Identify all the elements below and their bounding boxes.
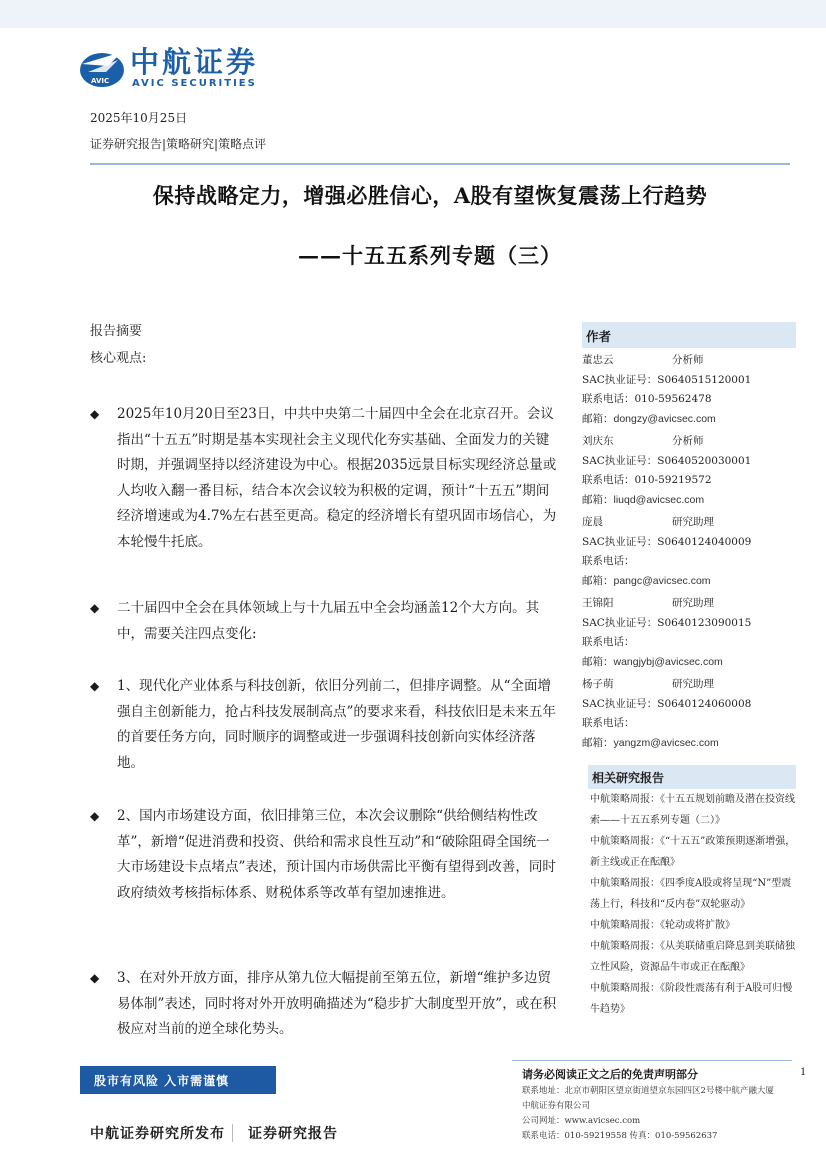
- email-label: 邮箱：: [582, 574, 614, 587]
- author-email-link[interactable]: dongzy@avicsec.com: [613, 412, 716, 425]
- author-role: 研究助理: [672, 597, 714, 609]
- related-reports-panel: [588, 765, 796, 1020]
- author-phone: 联系电话：: [582, 717, 635, 729]
- brand-logo: [78, 38, 278, 94]
- author-role: 分析师: [672, 354, 704, 366]
- related-report-link[interactable]: 中航策略周报：《从美联储重启降息到美联储独立性风险，资源品牛市或正在酝酿》: [590, 941, 795, 973]
- related-report-link[interactable]: 中航策略周报：《四季度A股或将呈现“N”型震荡上行，科技和“反内卷”双轮驱动》: [590, 878, 792, 910]
- header-divider: [90, 163, 790, 165]
- disclaimer-block: [522, 1066, 792, 1144]
- bullet-item: [90, 804, 562, 906]
- author-name: 董忠云: [582, 354, 614, 366]
- report-title: 保持战略定力，增强必胜信心，A股有望恢复震荡上行趋势: [152, 183, 708, 208]
- author-role: 研究助理: [672, 516, 714, 528]
- bullet-item: [90, 966, 562, 1043]
- related-report-link[interactable]: 中航策略周报：《轮动或将扩散》: [590, 920, 735, 931]
- disclaimer-title: 请务必阅读正文之后的免责声明部分: [522, 1068, 698, 1081]
- contact-phone: 联系电话：010-59219558 传真：010-59562637: [522, 1131, 718, 1141]
- publisher-label: 中航证券研究所发布: [90, 1126, 225, 1142]
- related-report-link[interactable]: 中航策略周报：《“十五五”政策预期逐渐增强，新主线或正在酝酿》: [590, 836, 796, 868]
- report-subtitle: ——十五五系列专题（三）: [298, 243, 562, 268]
- contact-address: 联系地址：北京市朝阳区望京街道望京东园四区2号楼中航产融大厦: [522, 1086, 774, 1096]
- diamond-bullet-icon: ◆: [90, 407, 100, 421]
- related-reports-heading: 相关研究报告: [588, 765, 796, 789]
- bullet-item: [90, 596, 562, 647]
- logo-chinese-text: 中航证券: [130, 45, 259, 79]
- company-name: 中航证券有限公司: [522, 1101, 591, 1111]
- author-phone: 联系电话：010-59219572: [582, 474, 712, 486]
- author-sac: SAC执业证号：S0640124060008: [582, 697, 752, 710]
- author-email-link[interactable]: pangc@avicsec.com: [613, 574, 711, 587]
- author-card: [582, 351, 796, 429]
- bullet-text: 3、在对外开放方面，排序从第九位大幅提前至第五位，新增“维护多边贸易体制”表述，同时将对外开放明确描述为“稳步扩大制度型开放”，或在积极应对当前的逆全球化势头。: [117, 970, 557, 1038]
- logo-english-text: AVIC SECURITIES: [132, 78, 257, 89]
- email-label: 邮箱：: [582, 655, 614, 668]
- bullet-text: 2025年10月20日至23日，中共中央第二十届四中全会在北京召开。会议指出“十五五”时期是基本实现社会主义现代化夯实基础、全面发力的关键时期，并强调坚持以经济建设为中心。根据2035远景目标实现经济总量或人均收入翻一番目标，结合本次会议较为积极的定调，预计“十五五”期间经济增速或为4.7%左右甚至更高。稳定的经济增长有望巩固市场信心，为本轮慢牛托底。: [117, 406, 557, 550]
- email-label: 邮箱：: [582, 736, 614, 749]
- top-band: [0, 0, 826, 28]
- diamond-bullet-icon: ◆: [90, 809, 100, 823]
- author-role: 分析师: [672, 435, 704, 447]
- bullet-text: 2、国内市场建设方面，依旧排第三位，本次会议删除“供给侧结构性改革”，新增“促进消费和投资、供给和需求良性互动”和“破除阻碍全国统一大市场建设卡点堵点”表述，预计国内市场供需比平衡有望得到改善，同时政府绩效考核指标体系、财税体系等改革有望加速推进。: [117, 808, 556, 901]
- author-card: [582, 432, 796, 510]
- author-name: 王锦阳: [582, 597, 614, 609]
- report-type-label: 证券研究报告: [248, 1126, 338, 1142]
- author-sac: SAC执业证号：S0640124040009: [582, 535, 752, 548]
- footer-divider: [232, 1124, 233, 1142]
- bullet-text: 1、现代化产业体系与科技创新，依旧分列前二，但排序调整。从“全面增强自主创新能力，抢占科技发展制高点”的要求来看，科技依旧是未来五年的首要任务方向，同时顺序的调整或进一步强调科技创新向实体经济落地。: [117, 678, 556, 771]
- company-website-link[interactable]: 公司网址：www.avicsec.com: [522, 1116, 641, 1126]
- email-label: 邮箱：: [582, 412, 614, 425]
- risk-warning-banner: 股市有风险 入市需谨慎: [80, 1066, 276, 1094]
- author-name: 刘庆东: [582, 435, 614, 447]
- author-card: [582, 675, 796, 753]
- bullet-item: [90, 402, 562, 556]
- report-category: 证券研究报告|策略研究|策略点评: [90, 137, 267, 151]
- author-email-link[interactable]: yangzm@avicsec.com: [613, 736, 719, 749]
- author-sac: SAC执业证号：S0640520030001: [582, 454, 752, 467]
- author-card: [582, 513, 796, 591]
- author-sac: SAC执业证号：S0640515120001: [582, 373, 752, 386]
- author-phone: 联系电话：: [582, 555, 635, 567]
- author-phone: 联系电话：010-59562478: [582, 393, 712, 405]
- email-label: 邮箱：: [582, 493, 614, 506]
- page-number: 1: [800, 1064, 806, 1078]
- diamond-bullet-icon: ◆: [90, 601, 100, 615]
- author-card: [582, 594, 796, 672]
- logo-mark-text: AVIC: [91, 77, 110, 85]
- disclaimer-divider: [512, 1060, 792, 1061]
- core-view-label: 核心观点:: [90, 351, 147, 366]
- author-sac: SAC执业证号：S0640123090015: [582, 616, 752, 629]
- bullet-text: 二十届四中全会在具体领域上与十九届五中全会均涵盖12个大方向。其中，需要关注四点变化:: [117, 600, 540, 642]
- authors-heading: 作者: [582, 322, 796, 348]
- author-email-link[interactable]: wangjybj@avicsec.com: [613, 655, 723, 668]
- avic-logo-icon: [78, 42, 126, 90]
- related-report-link[interactable]: 中航策略周报：《十五五规划前瞻及潜在投资线索——十五五系列专题（二）》: [590, 794, 795, 826]
- related-report-link[interactable]: 中航策略周报：《阶段性震荡有利于A股可归慢牛趋势》: [590, 983, 793, 1015]
- author-role: 研究助理: [672, 678, 714, 690]
- diamond-bullet-icon: ◆: [90, 971, 100, 985]
- author-name: 杨子萌: [582, 678, 614, 690]
- diamond-bullet-icon: ◆: [90, 679, 100, 693]
- summary-label: 报告摘要: [90, 324, 143, 339]
- author-name: 庞晨: [582, 516, 603, 528]
- author-email-link[interactable]: liuqd@avicsec.com: [613, 493, 705, 506]
- report-date: 2025年10月25日: [90, 111, 188, 125]
- author-phone: 联系电话：: [582, 636, 635, 648]
- bullet-item: [90, 674, 562, 776]
- authors-panel: [582, 322, 796, 753]
